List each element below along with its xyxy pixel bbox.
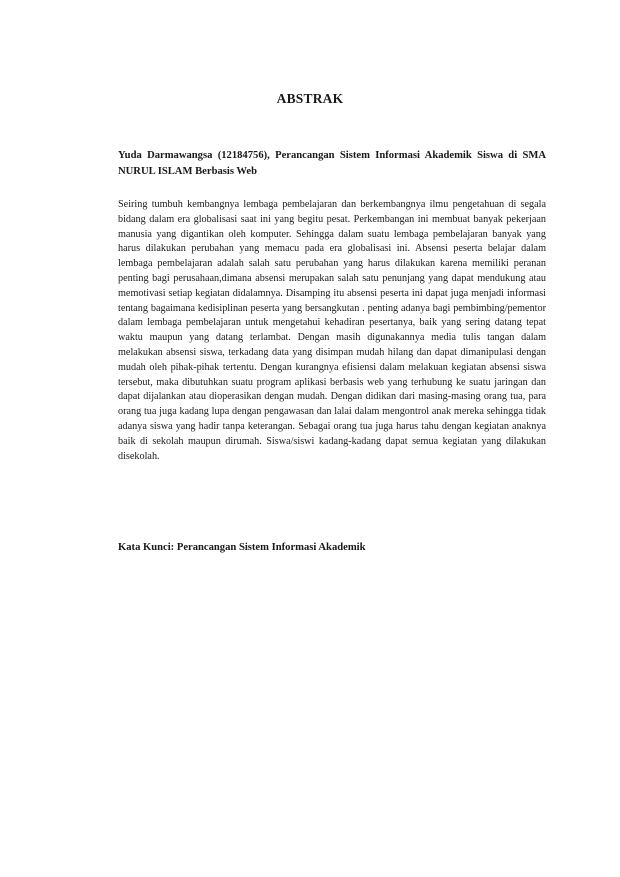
keywords-line: Kata Kunci: Perancangan Sistem Informasi Akademik [118,542,366,553]
author-title-line: Yuda Darmawangsa (12184756), Perancangan Sistem Informasi Akademik Siswa di SMA NURUL ISLAM Berbasis Web [118,150,546,177]
page-title: ABSTRAK [276,91,344,106]
abstract-body: Seiring tumbuh kembangnya lembaga pembelajaran dan berkembangnya ilmu pengetahuan di segala bidang dalam era globalisasi saat ini yang begitu pesat. Perkembangan ini membuat banyak pekerjaan manusia yang digantikan oleh komputer. Sehingga dalam suatu lembaga pembelajaran banyak yang harus dilakukan perubahan yang memacu pada era globalisasi ini. Absensi peserta belajar dalam lembaga pembelajaran adalah salah satu perubahan yang harus dilakukan karena memiliki peranan penting bagi perusahaan,dimana absensi merupakan salah satu penunjang yang dapat mendukung atau memotivasi setiap kegiatan didalamnya. Disamping itu absensi peserta ini dapat juga menjadi informasi tentang bagaimana kedisiplinan peserta yang bersangkutan . penting adanya bagi pembimbing/pementor dalam lembaga pembelajaran untuk mengetahui kehadiran pesertanya, baik yang sering datang tepat waktu maupun yang datang terlambat. Dengan masih digunakannya media tulis tangan dalam melakukan absensi siswa, terkadang data yang disimpan mudah hilang dan dapat dimanipulasi dengan mudah oleh pihak-pihak tertentu. Dengan kurangnya efisiensi dalam melakuan kegiatan absensi siswa tersebut, maka dibutuhkan suatu program aplikasi berbasis web yang terhubung ke suatu jaringan dan dapat dijalankan atau dioperasikan dengan mudah. Dengan didikan dari masing-masing orang tua, para orang tua juga kadang lupa dengan pengawasan dan lalai dalam mengontrol anak mereka sehingga tidak adanya siswa yang hadir tanpa keterangan. Sebagai orang tua juga harus tahu dengan kegiatan anaknya baik di sekolah maupun dirumah. Siswa/siswi kadang-kadang dapat semua kegiatan yang dilakukan disekolah. [118,199,546,462]
